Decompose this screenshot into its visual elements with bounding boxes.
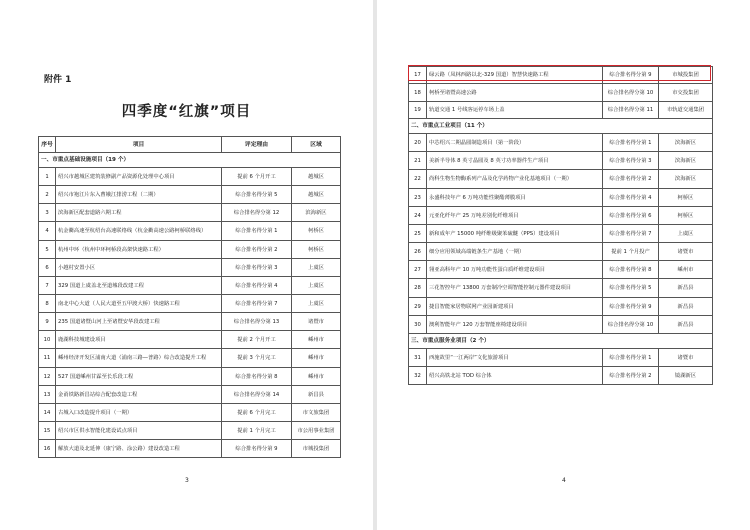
- area-name: 市公用事业集团: [292, 422, 341, 440]
- row-number: 14: [39, 404, 56, 422]
- project-name: 527 国道嵊州甘霖至长乐段工程: [56, 368, 222, 386]
- header-cell: 区域: [292, 137, 341, 153]
- area-name: 上虞区: [292, 259, 341, 277]
- evaluation-reason: 综合排名得分第 7: [603, 225, 659, 243]
- row-number: 31: [409, 349, 427, 367]
- table-row: [409, 189, 713, 207]
- table-row: [39, 241, 341, 259]
- section-label: 一、市重点基础设施项目（19 个）: [39, 153, 341, 168]
- section-row: [409, 334, 713, 349]
- evaluation-reason: 综合排名得分第 3: [603, 152, 659, 170]
- row-number: 27: [409, 261, 427, 279]
- project-name: 杭州中环（杭州中环柯桥段高架快速路工程）: [56, 241, 222, 259]
- row-number: 13: [39, 386, 56, 404]
- row-number: 25: [409, 225, 427, 243]
- row-number: 21: [409, 152, 427, 170]
- page-left: [0, 0, 373, 530]
- table-row: [409, 349, 713, 367]
- row-number: 6: [39, 259, 56, 277]
- row-number: 23: [409, 189, 427, 207]
- project-name: 澳利智能年产 120 万套智能座椅建设项目: [427, 316, 603, 334]
- evaluation-reason: 综合排名得分第 4: [603, 189, 659, 207]
- section-label: 三、市重点服务业项目（2 个）: [409, 334, 713, 349]
- attachment-label: 附件 1: [44, 75, 72, 85]
- table-row: [409, 316, 713, 334]
- header-cell: 项目: [56, 137, 222, 153]
- table-row: [409, 367, 713, 385]
- area-name: 嵊州市: [292, 368, 341, 386]
- table-row: [409, 170, 713, 189]
- table-row: [39, 186, 341, 204]
- project-name: 美新半导体 8 英寸晶圆及 8 英寸功率器件生产项目: [427, 152, 603, 170]
- evaluation-reason: 综合排名得分第 13: [222, 313, 292, 331]
- evaluation-reason: 综合排名得分第 4: [222, 277, 292, 295]
- table-row: [409, 207, 713, 225]
- row-number: 9: [39, 313, 56, 331]
- evaluation-reason: 提前 6 个月开工: [222, 168, 292, 186]
- project-name: 绍兴高铁北站 TOD 综合体: [427, 367, 603, 385]
- section-row: [39, 153, 341, 168]
- evaluation-reason: 综合排名得分第 9: [222, 440, 292, 458]
- table-row: [409, 261, 713, 279]
- evaluation-reason: 提前 3 个月完工: [222, 349, 292, 368]
- table-row: [409, 225, 713, 243]
- area-name: 嵊州市: [292, 349, 341, 368]
- row-number: 18: [409, 84, 427, 102]
- area-name: 越城区: [292, 168, 341, 186]
- evaluation-reason: 综合排名得分第 1: [222, 222, 292, 241]
- evaluation-reason: 综合排名得分第 10: [603, 84, 659, 102]
- row-number: 5: [39, 241, 56, 259]
- table-row: [39, 204, 341, 222]
- header-cell: 序号: [39, 137, 56, 153]
- row-number: 32: [409, 367, 427, 385]
- area-name: 上虞区: [659, 225, 713, 243]
- section-row: [409, 119, 713, 134]
- area-name: 柯桥区: [292, 222, 341, 241]
- row-number: 7: [39, 277, 56, 295]
- evaluation-reason: 综合排名得分第 12: [222, 204, 292, 222]
- project-name: 绍兴市袍江片东入曹娥江排涝工程（二期）: [56, 186, 222, 204]
- row-number: 30: [409, 316, 427, 334]
- table-row: [409, 67, 713, 84]
- project-name: 西施故里“一江两岸”文化旅游项目: [427, 349, 603, 367]
- evaluation-reason: 综合排名得分第 11: [603, 102, 659, 119]
- area-name: 新昌县: [659, 279, 713, 298]
- area-name: 嵊州市: [292, 331, 341, 349]
- table-row: [39, 404, 341, 422]
- area-name: 上虞区: [292, 295, 341, 313]
- row-number: 20: [409, 134, 427, 152]
- table-row: [409, 243, 713, 261]
- row-number: 1: [39, 168, 56, 186]
- area-name: 越城区: [292, 186, 341, 204]
- section-label: 二、市重点工业项目（11 个）: [409, 119, 713, 134]
- project-name: 新和成年产 15000 吨纤维级聚苯硫醚（PPS）建设项目: [427, 225, 603, 243]
- table-row: [39, 331, 341, 349]
- area-name: 新昌县: [659, 298, 713, 316]
- evaluation-reason: 综合排名得分第 9: [603, 298, 659, 316]
- area-name: 诸暨市: [292, 313, 341, 331]
- evaluation-reason: 综合排名得分第 8: [603, 261, 659, 279]
- project-name: 235 国道诸暨山河上至诸暨安华段改建工程: [56, 313, 222, 331]
- table-row: [39, 277, 341, 295]
- row-number: 12: [39, 368, 56, 386]
- area-name: 柯桥区: [659, 189, 713, 207]
- area-name: 柯桥区: [292, 241, 341, 259]
- project-name: 杭金衢高速至杭绍台高速联络线（杭金衢高速公路柯桥联络线）: [56, 222, 222, 241]
- page-number: 3: [185, 477, 189, 484]
- evaluation-reason: 综合排名得分第 9: [603, 67, 659, 84]
- row-number: 15: [39, 422, 56, 440]
- project-name: 嵊州经济开发区浦南大道（浦南三路—普路）综合改造提升工程: [56, 349, 222, 368]
- area-name: 市交投集团: [659, 84, 713, 102]
- table-row: [39, 422, 341, 440]
- project-name: 永盛科技年产 6 万吨功能性聚酯薄膜项目: [427, 189, 603, 207]
- project-name: 滨海新区配套道路六期工程: [56, 204, 222, 222]
- table-row: [39, 440, 341, 458]
- row-number: 3: [39, 204, 56, 222]
- project-name: 捷昌智能家居物联网产业园新建项目: [427, 298, 603, 316]
- project-name: 绍兴市区供水智能化建设试点项目: [56, 422, 222, 440]
- table-row: [39, 222, 341, 241]
- evaluation-reason: 综合排名得分第 2: [603, 170, 659, 189]
- area-name: 镜湖新区: [659, 367, 713, 385]
- table-row: [409, 84, 713, 102]
- project-name: 元亚化纤年产 25 万吨差别化纤维项目: [427, 207, 603, 225]
- row-number: 4: [39, 222, 56, 241]
- evaluation-reason: 提前 6 个月完工: [222, 404, 292, 422]
- project-name: 金甬铁路新昌站综合配套改造工程: [56, 386, 222, 404]
- table-row: [39, 313, 341, 331]
- table-row: [409, 298, 713, 316]
- area-name: 市城投集团: [659, 67, 713, 84]
- evaluation-reason: 综合排名得分第 10: [603, 316, 659, 334]
- area-name: 滨海新区: [659, 170, 713, 189]
- table-row: [39, 386, 341, 404]
- area-name: 市城投集团: [292, 440, 341, 458]
- row-number: 26: [409, 243, 427, 261]
- evaluation-reason: 综合排名得分第 1: [603, 134, 659, 152]
- table-row: [39, 368, 341, 386]
- evaluation-reason: 综合排名得分第 5: [603, 279, 659, 298]
- evaluation-reason: 提前 2 个月开工: [222, 331, 292, 349]
- row-number: 28: [409, 279, 427, 298]
- area-name: 滨海新区: [659, 152, 713, 170]
- area-name: 市文旅集团: [292, 404, 341, 422]
- table-row: [409, 279, 713, 298]
- evaluation-reason: 综合排名得分第 1: [603, 349, 659, 367]
- row-number: 11: [39, 349, 56, 368]
- row-number: 22: [409, 170, 427, 189]
- project-name: 柯桥至诸暨高速公路: [427, 84, 603, 102]
- project-name: 三花智控年产 13800 万套制冷空调智能控制元器件建设项目: [427, 279, 603, 298]
- table-header-row: [39, 137, 341, 153]
- area-name: 上虞区: [292, 277, 341, 295]
- project-name: 绿云路（凤林西路以北-329 国道）智慧快速路工程: [427, 67, 603, 84]
- table-row: [39, 168, 341, 186]
- area-name: 嵊州市: [659, 261, 713, 279]
- project-name: 南北中心大道（人民大道至五甲渡大桥）快速路工程: [56, 295, 222, 313]
- area-name: 诸暨市: [659, 243, 713, 261]
- project-name: 中芯绍兴二期晶圆制造项目（第一阶段）: [427, 134, 603, 152]
- evaluation-reason: 综合排名得分第 7: [222, 295, 292, 313]
- row-number: 2: [39, 186, 56, 204]
- row-number: 8: [39, 295, 56, 313]
- page-title: 四季度“红旗”项目: [121, 104, 252, 120]
- evaluation-reason: 综合排名得分第 2: [222, 241, 292, 259]
- area-name: 新昌县: [659, 316, 713, 334]
- table-row: [409, 102, 713, 119]
- evaluation-reason: 综合排名得分第 3: [222, 259, 292, 277]
- area-name: 市轨道交通集团: [659, 102, 713, 119]
- evaluation-reason: 综合排名得分第 6: [603, 207, 659, 225]
- evaluation-reason: 提前 1 个月完工: [222, 422, 292, 440]
- project-name: 翎亚高科年产 10 万吨功能性蛋白质纤维建设项目: [427, 261, 603, 279]
- evaluation-reason: 综合排名得分第 8: [222, 368, 292, 386]
- project-name: 解放大道及北延伸（康宁路、涂公路）建设改造工程: [56, 440, 222, 458]
- project-name: 小越村安置小区: [56, 259, 222, 277]
- header-cell: 评定理由: [222, 137, 292, 153]
- table-right: [408, 66, 713, 385]
- project-name: 329 国道上虞盖北至道墟段改建工程: [56, 277, 222, 295]
- area-name: 柯桥区: [659, 207, 713, 225]
- project-name: 轨道交通 1 号线客运停车场上盖: [427, 102, 603, 119]
- project-name: 尚科生物生物酶系列产品及化学药物产业化基地项目（一期）: [427, 170, 603, 189]
- row-number: 19: [409, 102, 427, 119]
- evaluation-reason: 提前 1 个月投产: [603, 243, 659, 261]
- area-name: 滨海新区: [292, 204, 341, 222]
- table-row: [39, 349, 341, 368]
- evaluation-reason: 综合排名得分第 14: [222, 386, 292, 404]
- page-number: 4: [562, 477, 566, 484]
- row-number: 16: [39, 440, 56, 458]
- table-row: [39, 295, 341, 313]
- table-left: [38, 136, 341, 458]
- row-number: 24: [409, 207, 427, 225]
- row-number: 29: [409, 298, 427, 316]
- evaluation-reason: 综合排名得分第 5: [222, 186, 292, 204]
- project-name: 鹿湖科技城建设项目: [56, 331, 222, 349]
- page-right: [377, 0, 750, 530]
- table-row: [39, 259, 341, 277]
- project-name: 古城入口改造提升项目（一期）: [56, 404, 222, 422]
- row-number: 10: [39, 331, 56, 349]
- area-name: 诸暨市: [659, 349, 713, 367]
- area-name: 滨海新区: [659, 134, 713, 152]
- table-row: [409, 152, 713, 170]
- row-number: 17: [409, 67, 427, 84]
- area-name: 新昌县: [292, 386, 341, 404]
- table-row: [409, 134, 713, 152]
- project-name: 细分应用领域高端链条生产基地（一期）: [427, 243, 603, 261]
- evaluation-reason: 综合排名得分第 2: [603, 367, 659, 385]
- project-name: 绍兴市越城区建筑装修副产品资源化处理中心项目: [56, 168, 222, 186]
